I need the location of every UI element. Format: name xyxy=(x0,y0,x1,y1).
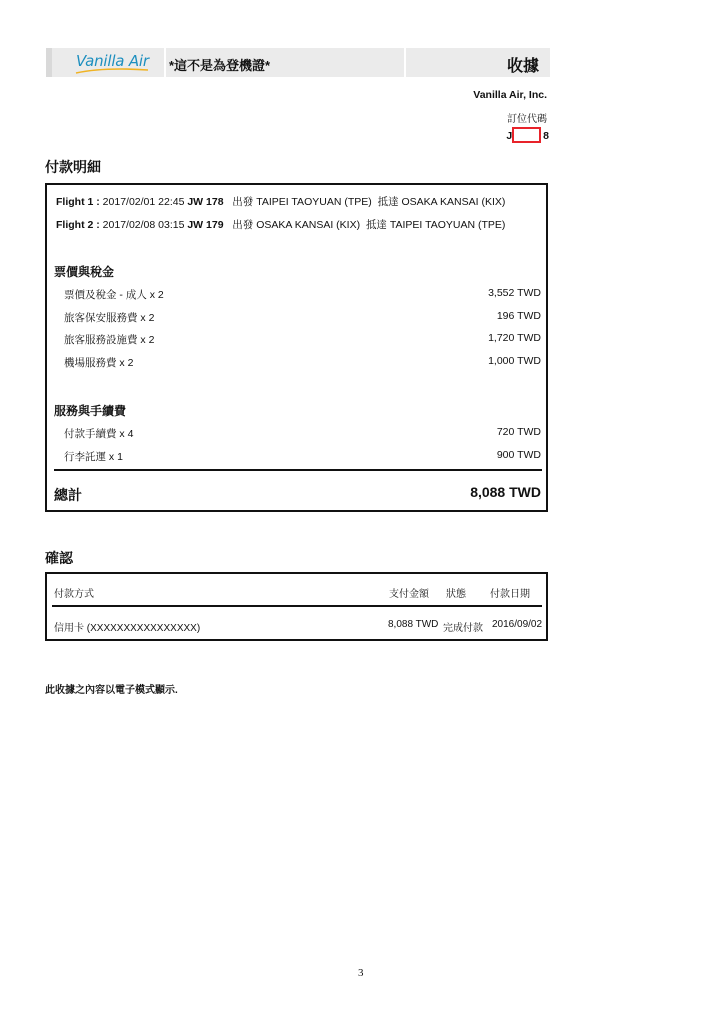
electronic-receipt-note: 此收據之內容以電子模式顯示. xyxy=(45,685,178,696)
depart-label: 出發 xyxy=(232,196,254,208)
arrive-airport: OSAKA KANSAI (KIX) xyxy=(401,196,506,208)
booking-code-prefix: J xyxy=(506,130,513,142)
logo-panel-edge xyxy=(46,48,52,77)
booking-code-suffix: 8 xyxy=(543,130,549,142)
services-group-title: 服務與手續費 xyxy=(54,404,127,418)
logo-swoosh-icon xyxy=(74,67,150,75)
flight-datetime: 2017/02/08 03:15 xyxy=(102,219,185,231)
fares-group-title: 票價與稅金 xyxy=(54,265,115,279)
flight-row-2 xyxy=(56,217,505,232)
payment-method-value: 信用卡 (XXXXXXXXXXXXXXXX) xyxy=(54,623,201,634)
amount-paid-value: 8,088 TWD xyxy=(388,619,439,630)
payment-date-value: 2016/09/02 xyxy=(492,619,543,630)
fare-item-label: 機場服務費 x 2 xyxy=(64,357,134,369)
flight-row-1 xyxy=(56,194,505,209)
fare-item-amount: 196 TWD xyxy=(496,310,541,322)
service-item-amount: 900 TWD xyxy=(496,449,541,461)
fare-item-label: 票價及稅金 - 成人 x 2 xyxy=(64,289,164,301)
page-number: 3 xyxy=(358,967,364,979)
arrive-airport: TAIPEI TAOYUAN (TPE) xyxy=(389,219,506,231)
confirmation-section-title: 確認 xyxy=(45,550,73,566)
service-item-amount: 720 TWD xyxy=(496,426,541,438)
arrive-label: 抵達 xyxy=(365,219,387,231)
fare-item-label: 旅客保安服務費 x 2 xyxy=(64,312,155,324)
redaction-box xyxy=(512,127,541,143)
document-title: 收據 xyxy=(506,58,539,75)
fare-item-amount: 1,000 TWD xyxy=(488,355,541,367)
service-item-label: 行李託運 x 1 xyxy=(64,451,123,463)
header-payment-method: 付款方式 xyxy=(54,589,94,600)
depart-label: 出發 xyxy=(232,219,254,231)
payment-section-title: 付款明細 xyxy=(45,159,101,175)
company-name: Vanilla Air, Inc. xyxy=(473,89,547,101)
header-status: 狀態 xyxy=(446,589,466,600)
flight-datetime: 2017/02/01 22:45 xyxy=(102,196,185,208)
fare-item-amount: 1,720 TWD xyxy=(488,332,541,344)
flight-number: JW 178 xyxy=(187,196,224,208)
vanilla-air-logo: Vanilla Air xyxy=(76,52,149,70)
fare-item-label: 旅客服務設施費 x 2 xyxy=(64,334,155,346)
header-amount-paid: 支付金額 xyxy=(389,589,429,600)
not-boarding-pass-notice: *這不是為登機證* xyxy=(169,58,271,73)
fare-item-amount: 3,552 TWD xyxy=(488,287,541,299)
header-payment-date: 付款日期 xyxy=(490,589,530,600)
depart-airport: OSAKA KANSAI (KIX) xyxy=(256,219,361,231)
confirmation-divider xyxy=(52,605,542,607)
booking-code-label: 訂位代碼 xyxy=(507,114,547,125)
flight-label: Flight 2 : xyxy=(56,219,100,231)
arrive-label: 抵達 xyxy=(377,196,399,208)
total-label: 總計 xyxy=(54,487,82,503)
service-item-label: 付款手續費 x 4 xyxy=(64,428,134,440)
flight-label: Flight 1 : xyxy=(56,196,100,208)
total-amount: 8,088 TWD xyxy=(470,484,541,500)
depart-airport: TAIPEI TAOYUAN (TPE) xyxy=(256,196,372,208)
status-value: 完成付款 xyxy=(443,623,483,634)
flight-number: JW 179 xyxy=(187,219,224,231)
total-divider xyxy=(54,469,542,471)
